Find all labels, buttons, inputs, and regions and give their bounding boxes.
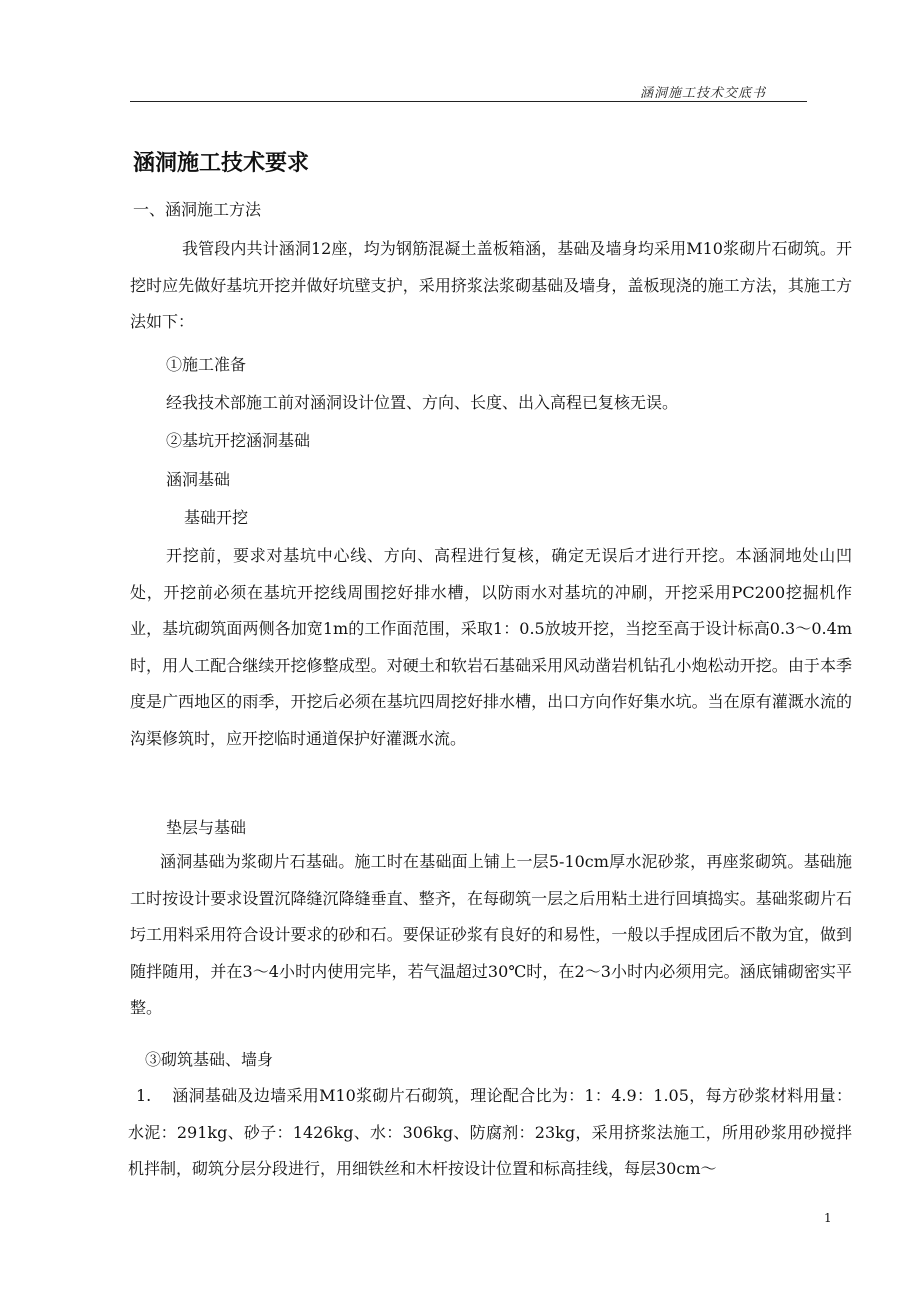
header-rule xyxy=(130,101,807,102)
page-title: 涵洞施工技术要求 xyxy=(133,151,310,176)
step2-heading: ②基坑开挖涵洞基础 xyxy=(166,431,311,450)
section-heading-1: 一、涵洞施工方法 xyxy=(133,200,262,219)
item-text: 涵洞基础及边墙采用M10浆砌片石砌筑，理论配合比为：1：4.9：1.05，每方砂浆材料用量：水泥：291kg、砂子：1426kg、水：306kg、防腐剂：23kg，采用挤浆法施工，所用砂浆用砂搅拌机拌制，砌筑分层分段进行，用细铁丝和木杆按设计位置和标高挂线，每层30cm～ xyxy=(128,1086,852,1178)
cushion-heading: 垫层与基础 xyxy=(166,818,247,837)
step3-item-1 xyxy=(128,1078,852,1188)
intro-paragraph: 我管段内共计涵洞12座，均为钢筋混凝土盖板箱涵，基础及墙身均采用M10浆砌片石砌筑。开挖时应先做好基坑开挖并做好坑壁支护，采用挤浆法浆砌基础及墙身，盖板现浇的施工方法，其施工方法如下： xyxy=(130,239,852,331)
running-header: 涵洞施工技术交底书 xyxy=(640,86,767,101)
step3-heading: ③砌筑基础、墙身 xyxy=(145,1050,274,1069)
excavation-paragraph: 开挖前，要求对基坑中心线、方向、高程进行复核，确定无误后才进行开挖。本涵洞地处山凹处，开挖前必须在基坑开挖线周围挖好排水槽，以防雨水对基坑的冲刷，开挖采用PC200挖掘机作业，基坑砌筑面两侧各加宽1m的工作面范围，采取1：0.5放坡开挖，当挖至高于设计标高0.3～0.4m时，用人工配合继续开挖修整成型。对硬土和软岩石基础采用风动凿岩机钻孔小炮松动开挖。由于本季度是广西地区的雨季，开挖后必须在基坑四周挖好排水槽，出口方向作好集水坑。当在原有灌溉水流的沟渠修筑时，应开挖临时通道保护好灌溉水流。 xyxy=(130,546,852,748)
cushion-paragraph: 涵洞基础为浆砌片石基础。施工时在基础面上铺上一层5-10cm厚水泥砂浆，再座浆砌筑。基础施工时按设计要求设置沉降缝沉降缝垂直、整齐，在每砌筑一层之后用粘土进行回填捣实。基础浆砌片石圬工用料采用符合设计要求的砂和石。要保证砂浆有良好的和易性，一般以手捏成团后不散为宜，做到随拌随用，并在3～4小时内使用完毕，若气温超过30℃时，在2～3小时内必须用完。涵底铺砌密实平整。 xyxy=(130,852,852,1017)
step1-heading: ①施工准备 xyxy=(166,355,247,374)
step2-subsubheading: 基础开挖 xyxy=(184,508,249,527)
page-number: 1 xyxy=(824,1211,832,1225)
step2-subheading: 涵洞基础 xyxy=(166,470,231,489)
step1-text: 经我技术部施工前对涵洞设计位置、方向、长度、出入高程已复核无误。 xyxy=(166,393,679,412)
item-number: 1. xyxy=(136,1086,152,1105)
